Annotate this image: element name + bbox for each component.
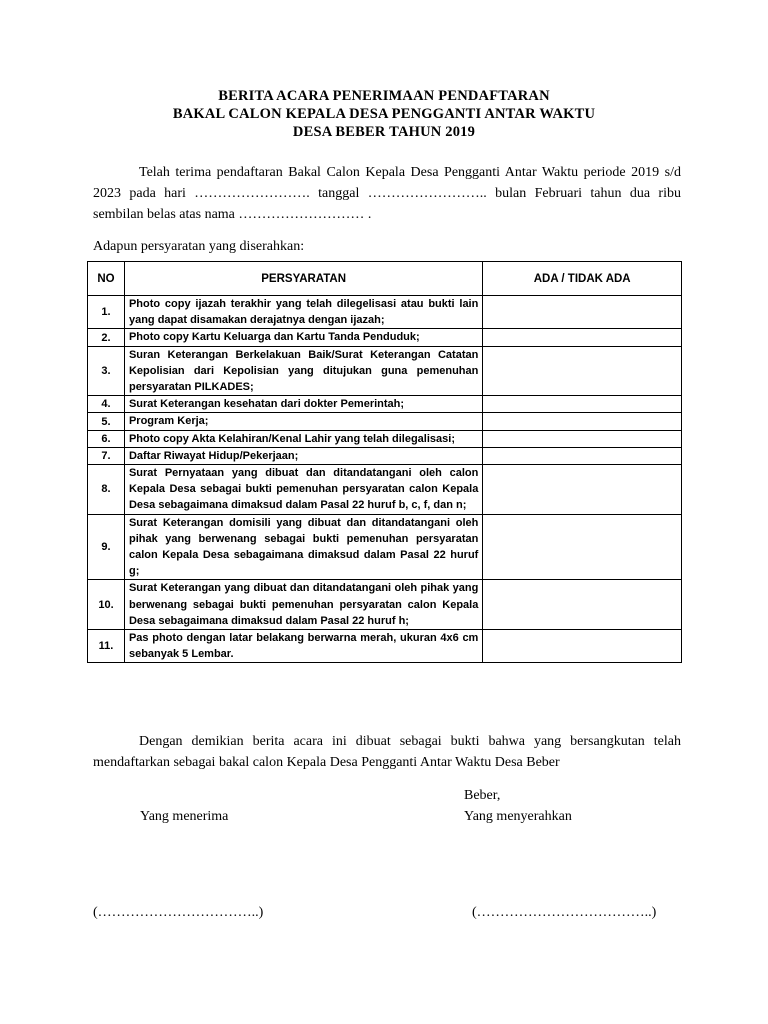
table-row — [88, 465, 682, 515]
row-requirement: Photo copy ijazah terakhir yang telah dilegelisasi atau bukti lain yang dapat disamakan derajatnya dengan ijazah; — [124, 296, 482, 329]
row-number: 4. — [88, 396, 125, 413]
row-requirement: Daftar Riwayat Hidup/Pekerjaan; — [124, 447, 482, 464]
row-requirement: Surat Keterangan domisili yang dibuat dan ditandatangani oleh pihak yang berwenang sebagai bukti pemenuhan persyaratan calon Kepala Desa sebagaimana dimaksud dalam Pasal 22 huruf g; — [124, 514, 482, 580]
row-number: 8. — [88, 465, 125, 515]
document-title-line-2: BAKAL CALON KEPALA DESA PENGGANTI ANTAR WAKTU — [172, 106, 596, 122]
row-status-cell[interactable] — [483, 413, 682, 430]
row-requirement: Suran Keterangan Berkelakuan Baik/Surat Keterangan Catatan Kepolisian dari Kepolisian yang ditujukan guna pemenuhan persyaratan PILKADES; — [124, 346, 482, 396]
row-requirement: Photo copy Akta Kelahiran/Kenal Lahir yang telah dilegalisasi; — [124, 430, 482, 447]
document-title-line-3: DESA BEBER TAHUN 2019 — [292, 124, 476, 140]
table-row — [88, 580, 682, 630]
requirements-table — [87, 261, 682, 663]
receiver-signature-line: (……………………………..) — [93, 905, 264, 920]
table-row — [88, 296, 682, 329]
giver-label: Yang menyerahkan — [464, 809, 572, 824]
table-row — [88, 413, 682, 430]
table-row — [88, 447, 682, 464]
table-row — [88, 396, 682, 413]
row-number: 7. — [88, 447, 125, 464]
row-number: 6. — [88, 430, 125, 447]
row-requirement: Surat Keterangan yang dibuat dan ditandatangani oleh pihak yang berwenang sebagai bukti pemenuhan persyaratan calon Kepala Desa sebagaimana dimaksud dalam Pasal 22 huruf h; — [124, 580, 482, 630]
requirements-label: Adapun persyaratan yang diserahkan: — [93, 239, 305, 254]
row-number: 11. — [88, 630, 125, 663]
signature-place: Beber, — [464, 788, 501, 803]
header-no: NO — [88, 262, 125, 296]
requirements-table-body — [88, 296, 682, 663]
row-requirement: Surat Pernyataan yang dibuat dan ditandatangani oleh calon Kepala Desa sebagai bukti pemenuhan persyaratan calon Kepala Desa sebagaimana dimaksud dalam Pasal 22 huruf b, c, f, dan n; — [124, 465, 482, 515]
row-number: 3. — [88, 346, 125, 396]
table-header-row — [88, 262, 682, 296]
closing-paragraph — [93, 731, 681, 773]
intro-text: Telah terima pendaftaran Bakal Calon Kepala Desa Pengganti Antar Waktu periode 2019 s/d 2023 pada hari ……………………. tanggal …………………….. bulan Februari tahun dua ribu sembilan belas atas nama ……………………… . — [93, 165, 681, 222]
document-title-line-1: BERITA ACARA PENERIMAAN PENDAFTARAN — [218, 88, 550, 104]
row-status-cell[interactable] — [483, 630, 682, 663]
table-row — [88, 430, 682, 447]
row-requirement: Photo copy Kartu Keluarga dan Kartu Tanda Penduduk; — [124, 329, 482, 346]
giver-signature-line: (………………………………..) — [472, 905, 657, 920]
row-number: 1. — [88, 296, 125, 329]
row-status-cell[interactable] — [483, 296, 682, 329]
row-status-cell[interactable] — [483, 465, 682, 515]
row-status-cell[interactable] — [483, 329, 682, 346]
row-status-cell[interactable] — [483, 514, 682, 580]
row-requirement: Program Kerja; — [124, 413, 482, 430]
row-status-cell[interactable] — [483, 396, 682, 413]
row-status-cell[interactable] — [483, 447, 682, 464]
closing-text: Dengan demikian berita acara ini dibuat sebagai bukti bahwa yang bersangkutan telah mendaftarkan sebagai bakal calon Kepala Desa Pengganti Antar Waktu Desa Beber — [93, 734, 681, 770]
row-number: 2. — [88, 329, 125, 346]
intro-paragraph — [93, 162, 681, 225]
table-row — [88, 346, 682, 396]
row-number: 10. — [88, 580, 125, 630]
row-status-cell[interactable] — [483, 430, 682, 447]
table-row — [88, 514, 682, 580]
table-row — [88, 329, 682, 346]
row-number: 5. — [88, 413, 125, 430]
row-number: 9. — [88, 514, 125, 580]
table-row — [88, 630, 682, 663]
row-requirement: Pas photo dengan latar belakang berwarna merah, ukuran 4x6 cm sebanyak 5 Lembar. — [124, 630, 482, 663]
row-status-cell[interactable] — [483, 580, 682, 630]
header-persyaratan: PERSYARATAN — [124, 262, 482, 296]
header-ada-tidak-ada: ADA / TIDAK ADA — [483, 262, 682, 296]
row-requirement: Surat Keterangan kesehatan dari dokter Pemerintah; — [124, 396, 482, 413]
row-status-cell[interactable] — [483, 346, 682, 396]
receiver-label: Yang menerima — [140, 809, 229, 824]
